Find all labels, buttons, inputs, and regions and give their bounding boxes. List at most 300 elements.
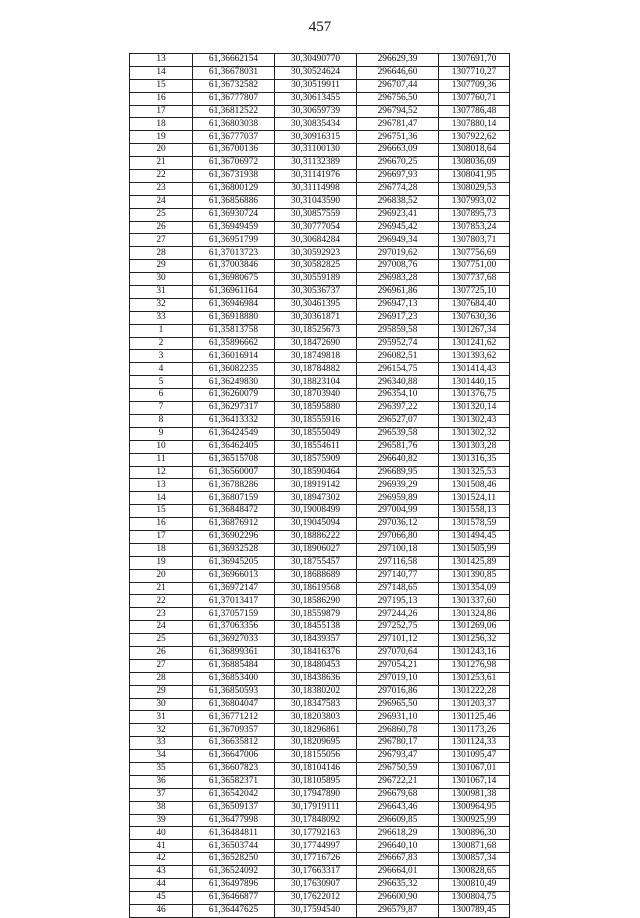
longitude-cell: 30,30777054 — [275, 221, 357, 234]
point-number-cell: 33 — [130, 737, 193, 750]
latitude-cell: 61,36497896 — [193, 879, 275, 892]
y-coordinate-cell: 1301203,37 — [439, 698, 510, 711]
x-coordinate-cell: 296751,36 — [357, 131, 439, 144]
y-coordinate-cell: 1301067,14 — [439, 775, 510, 788]
latitude-cell: 61,36876912 — [193, 518, 275, 531]
point-number-cell: 25 — [130, 634, 193, 647]
x-coordinate-cell: 296931,10 — [357, 711, 439, 724]
table-row — [130, 904, 510, 917]
longitude-cell: 30,18104146 — [275, 762, 357, 775]
table-row — [130, 711, 510, 724]
x-coordinate-cell: 296667,83 — [357, 853, 439, 866]
x-coordinate-cell: 296774,28 — [357, 182, 439, 195]
table-row — [130, 853, 510, 866]
latitude-cell: 61,36949459 — [193, 221, 275, 234]
longitude-cell: 30,18784882 — [275, 363, 357, 376]
table-row — [130, 634, 510, 647]
point-number-cell: 19 — [130, 131, 193, 144]
longitude-cell: 30,19045094 — [275, 518, 357, 531]
x-coordinate-cell: 296579,87 — [357, 904, 439, 917]
latitude-cell: 61,36700136 — [193, 144, 275, 157]
y-coordinate-cell: 1300789,45 — [439, 904, 510, 917]
x-coordinate-cell: 296640,82 — [357, 453, 439, 466]
longitude-cell: 30,18555049 — [275, 427, 357, 440]
longitude-cell: 30,18619568 — [275, 582, 357, 595]
table-row — [130, 801, 510, 814]
latitude-cell: 61,36709357 — [193, 724, 275, 737]
latitude-cell: 61,37013417 — [193, 595, 275, 608]
table-row — [130, 672, 510, 685]
longitude-cell: 30,18823104 — [275, 376, 357, 389]
table-row — [130, 840, 510, 853]
x-coordinate-cell: 296609,85 — [357, 814, 439, 827]
table-row — [130, 621, 510, 634]
table-row — [130, 556, 510, 569]
x-coordinate-cell: 296793,47 — [357, 750, 439, 763]
longitude-cell: 30,18595880 — [275, 402, 357, 415]
table-row — [130, 724, 510, 737]
y-coordinate-cell: 1301269,06 — [439, 621, 510, 634]
table-row — [130, 350, 510, 363]
longitude-cell: 30,18575909 — [275, 453, 357, 466]
latitude-cell: 61,36932528 — [193, 543, 275, 556]
latitude-cell: 61,36853400 — [193, 672, 275, 685]
point-number-cell: 7 — [130, 402, 193, 415]
point-number-cell: 11 — [130, 453, 193, 466]
point-number-cell: 16 — [130, 518, 193, 531]
point-number-cell: 46 — [130, 904, 193, 917]
table-row — [130, 543, 510, 556]
longitude-cell: 30,18472690 — [275, 337, 357, 350]
point-number-cell: 14 — [130, 492, 193, 505]
table-row — [130, 260, 510, 273]
y-coordinate-cell: 1307725,10 — [439, 286, 510, 299]
latitude-cell: 61,36424549 — [193, 427, 275, 440]
point-number-cell: 44 — [130, 879, 193, 892]
longitude-cell: 30,18947302 — [275, 492, 357, 505]
y-coordinate-cell: 1307710,27 — [439, 66, 510, 79]
y-coordinate-cell: 1308041,95 — [439, 170, 510, 183]
table-row — [130, 608, 510, 621]
y-coordinate-cell: 1301124,33 — [439, 737, 510, 750]
table-row — [130, 118, 510, 131]
x-coordinate-cell: 297036,12 — [357, 518, 439, 531]
x-coordinate-cell: 295952,74 — [357, 337, 439, 350]
page-number: 457 — [308, 19, 332, 35]
table-row — [130, 775, 510, 788]
point-number-cell: 39 — [130, 814, 193, 827]
y-coordinate-cell: 1301303,28 — [439, 440, 510, 453]
latitude-cell: 61,36788286 — [193, 479, 275, 492]
x-coordinate-cell: 296750,59 — [357, 762, 439, 775]
x-coordinate-cell: 296527,07 — [357, 414, 439, 427]
table-row — [130, 79, 510, 92]
latitude-cell: 61,37063356 — [193, 621, 275, 634]
point-number-cell: 41 — [130, 840, 193, 853]
table-row — [130, 247, 510, 260]
x-coordinate-cell: 296781,47 — [357, 118, 439, 131]
point-number-cell: 21 — [130, 582, 193, 595]
point-number-cell: 22 — [130, 595, 193, 608]
latitude-cell: 61,36447625 — [193, 904, 275, 917]
point-number-cell: 38 — [130, 801, 193, 814]
point-number-cell: 20 — [130, 144, 193, 157]
x-coordinate-cell: 297019,62 — [357, 247, 439, 260]
x-coordinate-cell: 296640,10 — [357, 840, 439, 853]
x-coordinate-cell: 296780,17 — [357, 737, 439, 750]
point-number-cell: 5 — [130, 376, 193, 389]
table-row — [130, 866, 510, 879]
x-coordinate-cell: 297066,80 — [357, 530, 439, 543]
table-row — [130, 762, 510, 775]
latitude-cell: 61,36082235 — [193, 363, 275, 376]
y-coordinate-cell: 1300857,34 — [439, 853, 510, 866]
table-row — [130, 595, 510, 608]
latitude-cell: 61,37003846 — [193, 260, 275, 273]
table-row — [130, 518, 510, 531]
table-row — [130, 376, 510, 389]
longitude-cell: 30,17716726 — [275, 853, 357, 866]
latitude-cell: 61,36413332 — [193, 414, 275, 427]
point-number-cell: 10 — [130, 440, 193, 453]
x-coordinate-cell: 297101,12 — [357, 634, 439, 647]
longitude-cell: 30,18380202 — [275, 685, 357, 698]
point-number-cell: 32 — [130, 724, 193, 737]
x-coordinate-cell: 297008,76 — [357, 260, 439, 273]
longitude-cell: 30,17919111 — [275, 801, 357, 814]
point-number-cell: 15 — [130, 79, 193, 92]
y-coordinate-cell: 1307922,62 — [439, 131, 510, 144]
latitude-cell: 61,36647006 — [193, 750, 275, 763]
y-coordinate-cell: 1301302,32 — [439, 427, 510, 440]
y-coordinate-cell: 1307737,68 — [439, 273, 510, 286]
latitude-cell: 61,36706972 — [193, 157, 275, 170]
latitude-cell: 61,36484811 — [193, 827, 275, 840]
x-coordinate-cell: 297019,10 — [357, 672, 439, 685]
table-row — [130, 646, 510, 659]
table-row — [130, 144, 510, 157]
table-row — [130, 324, 510, 337]
y-coordinate-cell: 1301524,11 — [439, 492, 510, 505]
y-coordinate-cell: 1300925,99 — [439, 814, 510, 827]
y-coordinate-cell: 1308029,53 — [439, 182, 510, 195]
x-coordinate-cell: 296923,41 — [357, 208, 439, 221]
y-coordinate-cell: 1307756,69 — [439, 247, 510, 260]
x-coordinate-cell: 297252,75 — [357, 621, 439, 634]
table-row — [130, 402, 510, 415]
y-coordinate-cell: 1301302,43 — [439, 414, 510, 427]
table-row — [130, 750, 510, 763]
point-number-cell: 26 — [130, 646, 193, 659]
point-number-cell: 22 — [130, 170, 193, 183]
point-number-cell: 28 — [130, 672, 193, 685]
y-coordinate-cell: 1301324,86 — [439, 608, 510, 621]
y-coordinate-cell: 1301414,43 — [439, 363, 510, 376]
x-coordinate-cell: 296722,21 — [357, 775, 439, 788]
x-coordinate-cell: 296961,86 — [357, 286, 439, 299]
point-number-cell: 8 — [130, 414, 193, 427]
latitude-cell: 61,36560007 — [193, 466, 275, 479]
table-row — [130, 879, 510, 892]
point-number-cell: 18 — [130, 118, 193, 131]
y-coordinate-cell: 1301125,46 — [439, 711, 510, 724]
latitude-cell: 61,36635812 — [193, 737, 275, 750]
latitude-cell: 61,36856886 — [193, 195, 275, 208]
latitude-cell: 61,36462405 — [193, 440, 275, 453]
point-number-cell: 19 — [130, 556, 193, 569]
table-row — [130, 479, 510, 492]
x-coordinate-cell: 296707,44 — [357, 79, 439, 92]
x-coordinate-cell: 296794,52 — [357, 105, 439, 118]
y-coordinate-cell: 1307786,48 — [439, 105, 510, 118]
y-coordinate-cell: 1301320,14 — [439, 402, 510, 415]
table-row — [130, 827, 510, 840]
point-number-cell: 29 — [130, 260, 193, 273]
point-number-cell: 40 — [130, 827, 193, 840]
point-number-cell: 30 — [130, 698, 193, 711]
table-row — [130, 530, 510, 543]
latitude-cell: 61,36945205 — [193, 556, 275, 569]
point-number-cell: 23 — [130, 608, 193, 621]
point-number-cell: 23 — [130, 182, 193, 195]
y-coordinate-cell: 1301253,61 — [439, 672, 510, 685]
latitude-cell: 61,36902296 — [193, 530, 275, 543]
longitude-cell: 30,30536737 — [275, 286, 357, 299]
longitude-cell: 30,30519911 — [275, 79, 357, 92]
table-row — [130, 582, 510, 595]
x-coordinate-cell: 297148,65 — [357, 582, 439, 595]
table-row — [130, 195, 510, 208]
x-coordinate-cell: 296635,32 — [357, 879, 439, 892]
x-coordinate-cell: 296838,52 — [357, 195, 439, 208]
latitude-cell: 61,36582371 — [193, 775, 275, 788]
longitude-cell: 30,18203803 — [275, 711, 357, 724]
table-row — [130, 298, 510, 311]
latitude-cell: 61,36777807 — [193, 92, 275, 105]
longitude-cell: 30,18688689 — [275, 569, 357, 582]
x-coordinate-cell: 296646,60 — [357, 66, 439, 79]
x-coordinate-cell: 297195,13 — [357, 595, 439, 608]
longitude-cell: 30,30684284 — [275, 234, 357, 247]
latitude-cell: 61,36885484 — [193, 659, 275, 672]
x-coordinate-cell: 296539,58 — [357, 427, 439, 440]
y-coordinate-cell: 1300871,68 — [439, 840, 510, 853]
point-number-cell: 31 — [130, 711, 193, 724]
point-number-cell: 45 — [130, 891, 193, 904]
point-number-cell: 29 — [130, 685, 193, 698]
y-coordinate-cell: 1307751,00 — [439, 260, 510, 273]
point-number-cell: 24 — [130, 621, 193, 634]
point-number-cell: 32 — [130, 298, 193, 311]
table-row — [130, 311, 510, 324]
latitude-cell: 61,36930724 — [193, 208, 275, 221]
longitude-cell: 30,17792163 — [275, 827, 357, 840]
point-number-cell: 9 — [130, 427, 193, 440]
y-coordinate-cell: 1307993,02 — [439, 195, 510, 208]
x-coordinate-cell: 296082,51 — [357, 350, 439, 363]
y-coordinate-cell: 1301316,35 — [439, 453, 510, 466]
longitude-cell: 30,31132389 — [275, 157, 357, 170]
x-coordinate-cell: 296354,10 — [357, 389, 439, 402]
y-coordinate-cell: 1301067,01 — [439, 762, 510, 775]
table-row — [130, 891, 510, 904]
latitude-cell: 61,36918880 — [193, 311, 275, 324]
table-row — [130, 337, 510, 350]
y-coordinate-cell: 1301276,98 — [439, 659, 510, 672]
y-coordinate-cell: 1307760,71 — [439, 92, 510, 105]
table-row — [130, 221, 510, 234]
latitude-cell: 61,36771212 — [193, 711, 275, 724]
latitude-cell: 61,36803038 — [193, 118, 275, 131]
x-coordinate-cell: 296679,68 — [357, 788, 439, 801]
x-coordinate-cell: 296600,90 — [357, 891, 439, 904]
table-row — [130, 427, 510, 440]
latitude-cell: 61,36899361 — [193, 646, 275, 659]
y-coordinate-cell: 1307853,24 — [439, 221, 510, 234]
x-coordinate-cell: 296618,29 — [357, 827, 439, 840]
point-number-cell: 1 — [130, 324, 193, 337]
x-coordinate-cell: 296397,22 — [357, 402, 439, 415]
table-row — [130, 157, 510, 170]
x-coordinate-cell: 297100,18 — [357, 543, 439, 556]
y-coordinate-cell: 1300964,95 — [439, 801, 510, 814]
y-coordinate-cell: 1301425,89 — [439, 556, 510, 569]
table-row — [130, 569, 510, 582]
y-coordinate-cell: 1301173,26 — [439, 724, 510, 737]
latitude-cell: 61,36542042 — [193, 788, 275, 801]
longitude-cell: 30,18439357 — [275, 634, 357, 647]
y-coordinate-cell: 1301256,32 — [439, 634, 510, 647]
table-row — [130, 363, 510, 376]
x-coordinate-cell: 296983,28 — [357, 273, 439, 286]
longitude-cell: 30,30582825 — [275, 260, 357, 273]
x-coordinate-cell: 296643,46 — [357, 801, 439, 814]
table-row — [130, 389, 510, 402]
longitude-cell: 30,18919142 — [275, 479, 357, 492]
latitude-cell: 61,36961164 — [193, 286, 275, 299]
x-coordinate-cell: 296947,13 — [357, 298, 439, 311]
latitude-cell: 61,35896662 — [193, 337, 275, 350]
latitude-cell: 61,36848472 — [193, 505, 275, 518]
longitude-cell: 30,31141976 — [275, 170, 357, 183]
y-coordinate-cell: 1301393,62 — [439, 350, 510, 363]
latitude-cell: 61,36972147 — [193, 582, 275, 595]
latitude-cell: 61,36732582 — [193, 79, 275, 92]
y-coordinate-cell: 1300896,30 — [439, 827, 510, 840]
latitude-cell: 61,36731938 — [193, 170, 275, 183]
x-coordinate-cell: 297244,26 — [357, 608, 439, 621]
longitude-cell: 30,17663317 — [275, 866, 357, 879]
y-coordinate-cell: 1301241,62 — [439, 337, 510, 350]
point-number-cell: 27 — [130, 659, 193, 672]
longitude-cell: 30,18906027 — [275, 543, 357, 556]
x-coordinate-cell: 296154,75 — [357, 363, 439, 376]
y-coordinate-cell: 1301494,45 — [439, 530, 510, 543]
y-coordinate-cell: 1300804,75 — [439, 891, 510, 904]
point-number-cell: 13 — [130, 54, 193, 67]
point-number-cell: 16 — [130, 92, 193, 105]
x-coordinate-cell: 297004,99 — [357, 505, 439, 518]
point-number-cell: 25 — [130, 208, 193, 221]
longitude-cell: 30,18525673 — [275, 324, 357, 337]
latitude-cell: 61,36466877 — [193, 891, 275, 904]
latitude-cell: 61,37013723 — [193, 247, 275, 260]
x-coordinate-cell: 297070,64 — [357, 646, 439, 659]
point-number-cell: 33 — [130, 311, 193, 324]
x-coordinate-cell: 296664,01 — [357, 866, 439, 879]
table-row — [130, 505, 510, 518]
y-coordinate-cell: 1301578,59 — [439, 518, 510, 531]
y-coordinate-cell: 1301325,53 — [439, 466, 510, 479]
y-coordinate-cell: 1301390,85 — [439, 569, 510, 582]
longitude-cell: 30,30916315 — [275, 131, 357, 144]
point-number-cell: 12 — [130, 466, 193, 479]
longitude-cell: 30,18703940 — [275, 389, 357, 402]
longitude-cell: 30,19008499 — [275, 505, 357, 518]
x-coordinate-cell: 296629,39 — [357, 54, 439, 67]
point-number-cell: 3 — [130, 350, 193, 363]
x-coordinate-cell: 296939,29 — [357, 479, 439, 492]
point-number-cell: 34 — [130, 750, 193, 763]
x-coordinate-cell: 297140,77 — [357, 569, 439, 582]
longitude-cell: 30,30835434 — [275, 118, 357, 131]
latitude-cell: 61,36662154 — [193, 54, 275, 67]
point-number-cell: 13 — [130, 479, 193, 492]
longitude-cell: 30,30524624 — [275, 66, 357, 79]
longitude-cell: 30,30857559 — [275, 208, 357, 221]
longitude-cell: 30,30592923 — [275, 247, 357, 260]
longitude-cell: 30,17630907 — [275, 879, 357, 892]
y-coordinate-cell: 1300981,38 — [439, 788, 510, 801]
latitude-cell: 61,36927033 — [193, 634, 275, 647]
latitude-cell: 61,35813758 — [193, 324, 275, 337]
point-number-cell: 26 — [130, 221, 193, 234]
point-number-cell: 28 — [130, 247, 193, 260]
x-coordinate-cell: 296965,50 — [357, 698, 439, 711]
longitude-cell: 30,18480453 — [275, 659, 357, 672]
latitude-cell: 61,36777037 — [193, 131, 275, 144]
latitude-cell: 61,36260079 — [193, 389, 275, 402]
point-number-cell: 2 — [130, 337, 193, 350]
point-number-cell: 17 — [130, 105, 193, 118]
x-coordinate-cell: 296689,95 — [357, 466, 439, 479]
y-coordinate-cell: 1301505,99 — [439, 543, 510, 556]
longitude-cell: 30,18590464 — [275, 466, 357, 479]
x-coordinate-cell: 296581,76 — [357, 440, 439, 453]
table-row — [130, 440, 510, 453]
coordinates-table — [129, 53, 510, 918]
longitude-cell: 30,18586290 — [275, 595, 357, 608]
table-row — [130, 54, 510, 67]
latitude-cell: 61,36249830 — [193, 376, 275, 389]
point-number-cell: 35 — [130, 762, 193, 775]
table-row — [130, 182, 510, 195]
longitude-cell: 30,17622012 — [275, 891, 357, 904]
table-row — [130, 466, 510, 479]
point-number-cell: 15 — [130, 505, 193, 518]
x-coordinate-cell: 295859,58 — [357, 324, 439, 337]
longitude-cell: 30,31114998 — [275, 182, 357, 195]
y-coordinate-cell: 1301508,46 — [439, 479, 510, 492]
table-row — [130, 286, 510, 299]
point-number-cell: 27 — [130, 234, 193, 247]
point-number-cell: 31 — [130, 286, 193, 299]
point-number-cell: 4 — [130, 363, 193, 376]
x-coordinate-cell: 296670,25 — [357, 157, 439, 170]
longitude-cell: 30,30613455 — [275, 92, 357, 105]
longitude-cell: 30,18209695 — [275, 737, 357, 750]
latitude-cell: 61,36297317 — [193, 402, 275, 415]
